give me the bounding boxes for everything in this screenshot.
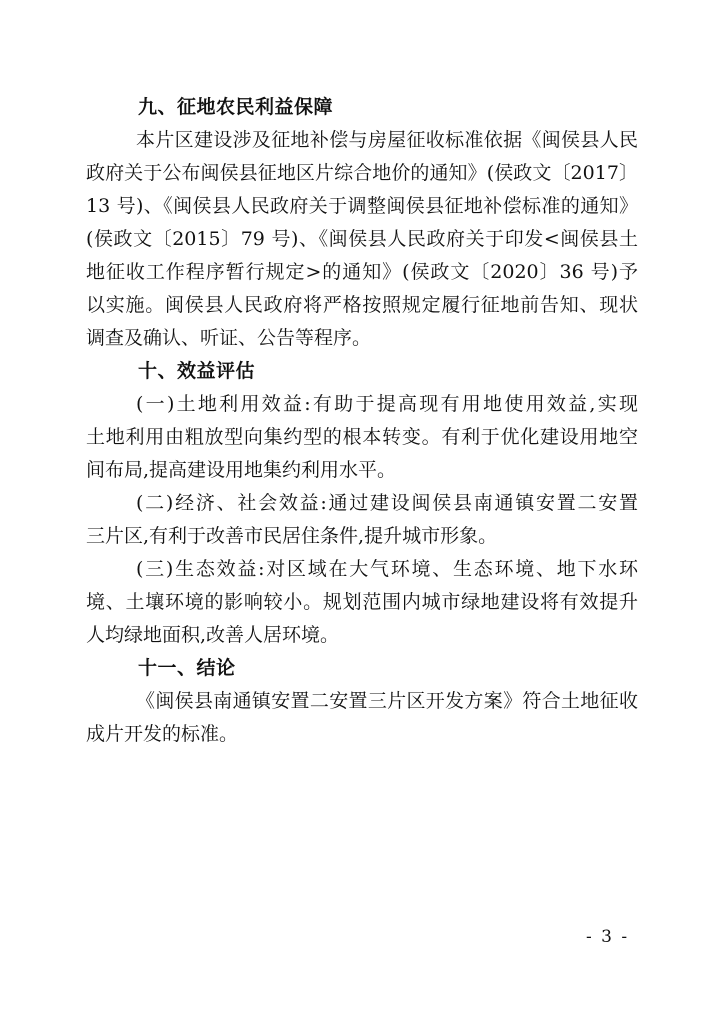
text-line: 土地利用由粗放型向集约型的根本转变。有利于优化建设用地空 — [86, 426, 638, 448]
text-line: (二)经济、社会效益:通过建设闽侯县南通镇安置二安置 — [136, 492, 638, 514]
text-line: 成片开发的标准。 — [86, 723, 239, 745]
text-line: (三)生态效益:对区域在大气环境、生态环境、地下水环 — [136, 558, 638, 580]
text-line: (侯政文〔2015〕79 号)、《闽侯县人民政府关于印发<闽侯县土 — [86, 228, 638, 250]
text-line: 境、土壤环境的影响较小。规划范围内城市绿地建设将有效提升 — [86, 591, 638, 613]
text-line: 地征收工作程序暂行规定>的通知》(侯政文〔2020〕36 号)予 — [86, 261, 638, 283]
paragraph-land-use-benefit — [86, 388, 638, 487]
section-heading-9: 九、征地农民利益保障 — [138, 96, 334, 118]
paragraph-ecological-benefit — [86, 553, 638, 652]
document-page — [86, 91, 638, 751]
text-line: 人均绿地面积,改善人居环境。 — [86, 624, 340, 646]
text-line: 以实施。闽侯县人民政府将严格按照规定履行征地前告知、现状 — [86, 294, 638, 316]
paragraph-economic-social-benefit — [86, 487, 638, 553]
text-line: 《闽侯县南通镇安置二安置三片区开发方案》符合土地征收 — [136, 690, 638, 712]
text-line: 政府关于公布闽侯县征地区片综合地价的通知》(侯政文〔2017〕 — [86, 162, 638, 184]
text-line: 13 号)、《闽侯县人民政府关于调整闽侯县征地补偿标准的通知》 — [86, 195, 638, 217]
paragraph-conclusion — [86, 685, 638, 751]
section-heading-11: 十一、结论 — [138, 657, 236, 679]
text-line: 调查及确认、听证、公告等程序。 — [86, 327, 372, 349]
text-line: 间布局,提高建设用地集约利用水平。 — [86, 459, 397, 481]
text-line: (一)土地利用效益:有助于提高现有用地使用效益,实现 — [136, 393, 638, 415]
page-number: - 3 - — [586, 927, 630, 947]
paragraph-land-compensation — [86, 124, 638, 355]
text-line: 本片区建设涉及征地补偿与房屋征收标准依据《闽侯县人民 — [136, 129, 638, 151]
section-heading-10: 十、效益评估 — [138, 360, 256, 382]
text-line: 三片区,有利于改善市民居住条件,提升城市形象。 — [86, 525, 498, 547]
